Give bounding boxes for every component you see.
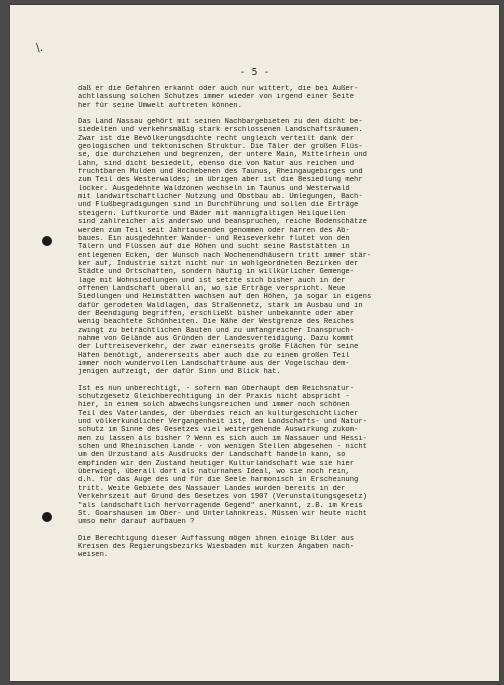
text-line: geologischen und tektonischen Struktur. Die Täler der großen Flüs- (78, 143, 363, 152)
text-line: baues. Ein ausgedehnter Wander- und Reiseverkehr flutet von den (78, 234, 350, 243)
text-line: achtlassung solchen Schutzes immer wieder von irgend einer Seite (78, 93, 355, 102)
text-line: schutzgesetz Gleichberechtigung in der Praxis nicht abspricht - (78, 393, 350, 402)
text-line: men zu lassen als bisher ? Wenn es sich auch im Nassauer und Hessi- (78, 434, 367, 443)
text-line: lage mit Wohnsiedlungen und ist setzte sich bisher auch in der (78, 276, 346, 285)
text-line: Ist es nun unberechtigt, - sofern man überhaupt dem Reichsnatur- (78, 384, 355, 393)
text-line: Verkehrszeit auf Grund des Gesetzes von 1907 (Verunstaltungsgesetz) (78, 493, 367, 502)
text-line: Siedlungen und Heimstätten wachsen auf den Höhen, ja sogar in eigens (78, 293, 372, 302)
text-line: jenigen aufzeigt, der dafür Sinn und Blick hat. (78, 368, 281, 377)
text-line: Zwar ist die Bevölkerungsdichte recht ungleich verteilt dank der (78, 134, 355, 143)
text-line: um den Urzustand als Ausdrucks der Landschaft handeln kann, so (78, 451, 346, 460)
text-line: hier, in einem solch abwechslungsreichen und immer noch schönen (78, 401, 350, 410)
text-line: und völkerkundlicher Vergangenheit ist, dem Landschafts- und Natur- (78, 418, 367, 427)
text-line: immer noch wundervollen Landschafträume aus der Vogelschau dem- (78, 360, 350, 368)
text-line: sind zahlreicher als anderswo und beanspruchen, reiche Bodenschätze (78, 218, 367, 227)
page-number: - 5 - (239, 67, 270, 78)
text-line: nahme von Gelände aus Gründen der Landesverteidigung. Dazu kommt (78, 334, 355, 343)
text-line: der Beendigung begriffen, erschließt bisher unbekannte oder aber (78, 309, 355, 318)
text-line: Teil des Vaterlandes, der überdies reich an kulturgeschichtlicher (78, 409, 359, 418)
text-line: siedelten und verkehrsmäßig stark erschlossenen Landschaftsräumen. (78, 126, 363, 135)
text-line: entlegenen Ecken, der Wunsch nach Wochenendhäusern tritt immer stär- (78, 251, 372, 260)
document-page (10, 5, 499, 681)
text-line: fruchtbaren Mulden und Hochebenen des Taunus, Rheingaugebirges und (78, 168, 363, 177)
text-line: schutz im Sinne des Gesetzes viel weitergehende Auswirkung zukom- (78, 426, 359, 435)
text-line: weisen. (78, 551, 109, 560)
text-line: zum Teil des Westerwaldes; im übrigen aber ist die Besiedlung mehr (78, 176, 363, 185)
paragraph (78, 85, 478, 110)
punch-hole-lower (42, 512, 52, 522)
text-line: wenig beachtete Schönheiten. Die Nähe der Westgrenze des Reiches (78, 318, 355, 327)
text-line: Häfen benötigt, andererseits aber auch die zu einem großen Teil (78, 351, 350, 360)
text-line: und Flußbegradigungen sind in Durchführung und sollen die Erträge (78, 201, 359, 210)
text-line: dafür gerodeten Waldlagen, das Straßennetz, stark im Ausbau und in (78, 301, 363, 310)
text-line: werden zum Teil seit Jahrtausenden genommen oder harren des Ab- (78, 226, 350, 235)
paragraph (78, 385, 478, 527)
text-line: der Luftreiseverkehr, der zwar einerseits große Flächen für seine (78, 343, 359, 352)
text-line: steigern. Luftkurorte und Bäder mit mannigfaltigen Heilquellen (78, 209, 346, 218)
text-line: zwingt zu beträchtlichen Bauten und zu umfangreicher Inanspruch- (78, 326, 355, 335)
text-line: Städte und Ortschaften, sondern häufig in willkürlicher Gemenge- (78, 268, 355, 277)
paragraph (78, 535, 478, 560)
text-line: überwiegt, überall dort als naturnahes Ideal, wo sie noch rein, (78, 468, 350, 477)
text-line: Das Land Nassau gehört mit seinen Nachbargebieten zu den dicht be- (78, 118, 363, 127)
text-line: empfinden wir den Zustand heutiger Kulturlandschaft wie sie hier (78, 459, 355, 468)
text-line: Lahn, sind dicht besiedelt, ebenso die von Natur aus reichen und (78, 159, 355, 168)
text-line: daß er die Gefahren erkannt oder auch nur wittert, die bei Außer- (78, 85, 359, 93)
text-line: schen und Rheinischen Lande - von wenigen Stellen abgesehen - nicht (78, 443, 367, 452)
text-line: "als landschaftlich hervorragende Gegend" anerkannt, z.B. im Kreis (78, 501, 363, 510)
text-line: tritt. Weite Gebiete des Nassauer Landes wurden bereits in der (78, 484, 346, 493)
text-line: Die Berechtigung dieser Auffassung mögen ihnen einige Bilder aus (78, 534, 355, 543)
text-line: locker. Ausgedehnte Waldzonen wechseln im Taunus und Westerwald (78, 184, 350, 193)
text-line: her für seine Umwelt auftreten können. (78, 101, 242, 110)
text-line: Kreisen des Regierungsbezirks Wiesbaden mit kurzen Angaben nach- (78, 542, 355, 551)
punch-hole-upper (42, 236, 52, 246)
text-line: mit landwirtschaftlicher Nutzung und Obstbau ab. Umlegungen, Bach- (78, 193, 363, 202)
text-line: St. Goarshausen im Ober- und Unterlahnkreis. Müssen wir heute nicht (78, 509, 367, 518)
text-line: umso mehr darauf aufbauen ? (78, 518, 195, 527)
text-line: ker auf, Industrie sitzt nicht nur in wohlgeordneten Bezirken der (78, 259, 359, 268)
text-line: Tälern und Flüssen auf die Höhen und sucht seine Raststätten in (78, 243, 350, 252)
corner-pencil-mark: \. (36, 41, 44, 54)
document-body (78, 85, 478, 568)
text-line: offenen Landschaft überall an, wo sie Erträge verspricht. Neue (78, 284, 346, 293)
paragraph (78, 118, 478, 377)
text-line: se, die durchziehen und begrenzen, der untere Main, Mittelrhein und (78, 151, 367, 160)
text-line: d.h. für das Auge des und für die Seele harmonisch in Erscheinung (78, 476, 359, 485)
